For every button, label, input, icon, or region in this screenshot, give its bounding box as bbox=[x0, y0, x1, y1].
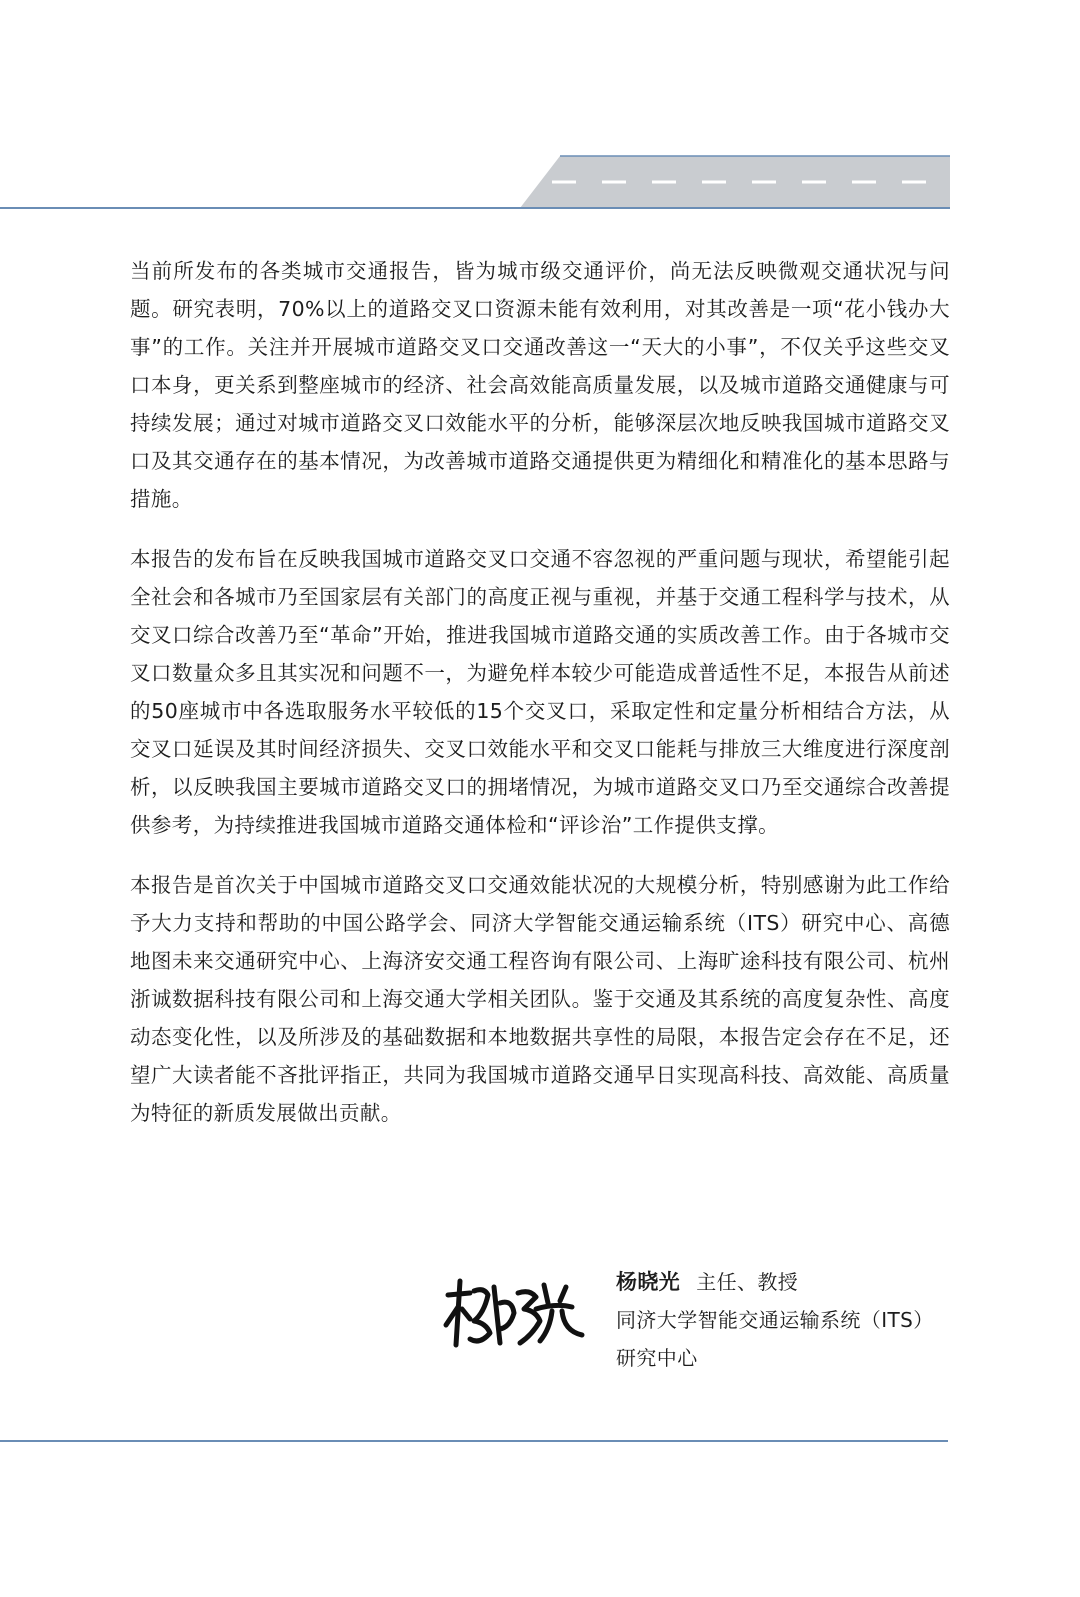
signer-line bbox=[616, 1263, 956, 1301]
preface-body bbox=[130, 252, 950, 1154]
paragraph-1: 当前所发布的各类城市交通报告，皆为城市级交通评价，尚无法反映微观交通状况与问题。研究表明，70%以上的道路交叉口资源未能有效利用，对其改善是一项“花小钱办大事”的工作。关注并开展城市道路交叉口交通改善这一“天大的小事”，不仅关乎这些交叉口本身，更关系到整座城市的经济、社会高效能高质量发展，以及城市道路交通健康与可持续发展；通过对城市道路交叉口效能水平的分析，能够深层次地反映我国城市道路交叉口及其交通存在的基本情况，为改善城市道路交通提供更为精细化和精准化的基本思路与措施。 bbox=[130, 259, 950, 511]
footer-rule bbox=[0, 1440, 948, 1442]
paragraph-2: 本报告的发布旨在反映我国城市道路交叉口交通不容忽视的严重问题与现状，希望能引起全社会和各城市乃至国家层有关部门的高度正视与重视，并基于交通工程科学与技术，从交叉口综合改善乃至“革命”开始，推进我国城市道路交通的实质改善工作。由于各城市交叉口数量众多且其实况和问题不一，为避免样本较少可能造成普适性不足，本报告从前述的50座城市中各选取服务水平较低的15个交叉口，采取定性和定量分析相结合方法，从交叉口延误及其时间经济损失、交叉口效能水平和交叉口能耗与排放三大维度进行深度剖析，以反映我国主要城市道路交叉口的拥堵情况，为城市道路交叉口乃至交通综合改善提供参考，为持续推进我国城市道路交通体检和“评诊治”工作提供支撑。 bbox=[130, 547, 950, 837]
signer-org-line-1: 同济大学智能交通运输系统（ITS） bbox=[616, 1308, 934, 1332]
road-header-graphic bbox=[0, 150, 1080, 220]
paragraph-3: 本报告是首次关于中国城市道路交叉口交通效能状况的大规模分析，特别感谢为此工作给予大力支持和帮助的中国公路学会、同济大学智能交通运输系统（ITS）研究中心、高德地图未来交通研究中心、上海济安交通工程咨询有限公司、上海旷途科技有限公司、杭州浙诚数据科技有限公司和上海交通大学相关团队。鉴于交通及其系统的高度复杂性、高度动态变化性，以及所涉及的基础数据和本地数据共享性的局限，本报告定会存在不足，还望广大读者能不吝批评指正，共同为我国城市道路交通早日实现高科技、高效能、高质量为特征的新质发展做出贡献。 bbox=[130, 873, 950, 1125]
signer-name: 杨晓光 bbox=[616, 1270, 681, 1294]
signature-info bbox=[616, 1263, 956, 1377]
signature-block bbox=[440, 1255, 960, 1385]
signer-title: 主任、教授 bbox=[696, 1270, 799, 1294]
handwritten-signature bbox=[440, 1273, 590, 1353]
signer-org-line-2: 研究中心 bbox=[616, 1346, 698, 1370]
road-shape bbox=[520, 156, 950, 208]
